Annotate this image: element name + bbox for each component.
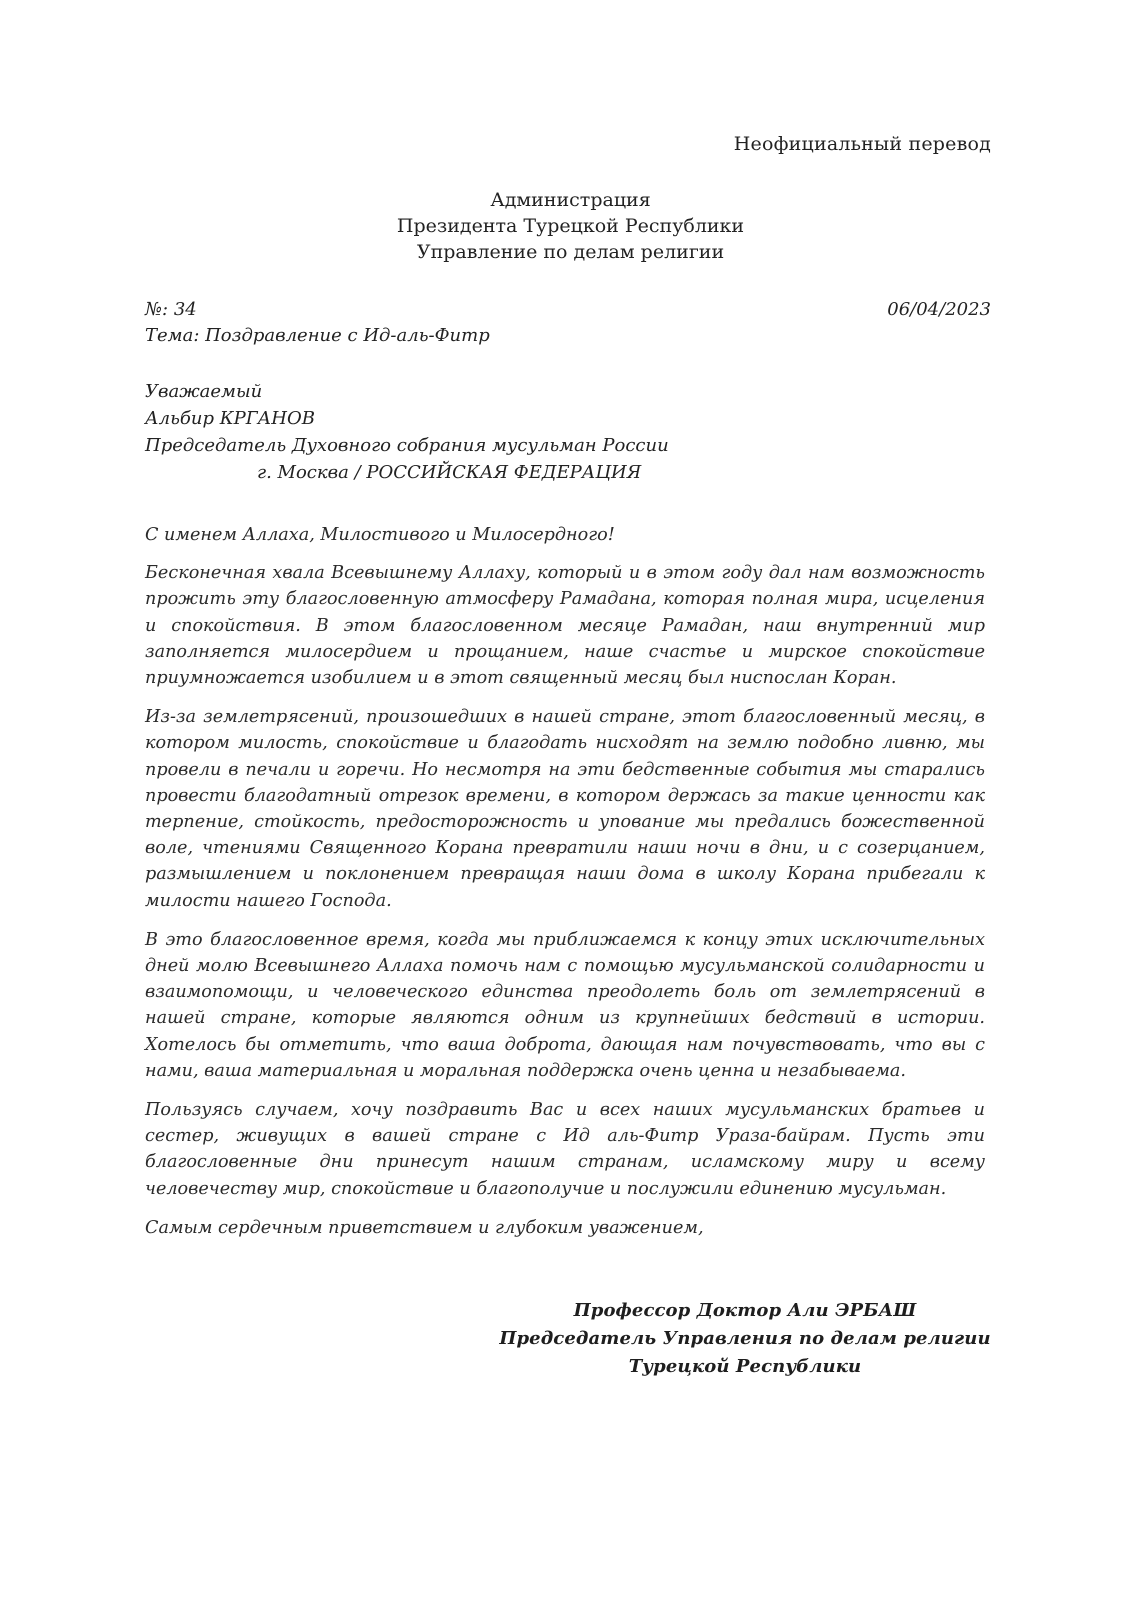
letter-subject: Тема: Поздравление с Ид-аль-Фитр: [145, 325, 490, 346]
addressee-name: Альбир КРГАНОВ: [145, 408, 315, 429]
letterhead-line-1: Администрация: [490, 189, 651, 211]
reference-number: №: 34: [145, 299, 197, 320]
salutation: Уважаемый: [145, 381, 263, 402]
signature-block: [420, 1297, 1070, 1381]
body-paragraph-4: Пользуясь случаем, хочу поздравить Вас и всех наших мусульманских братьев и сестер, живущих в вашей стране с Ид аль-Фитр Ураза-байрам. Пусть эти благословенные дни принесут нашим странам, исламскому миру и всему человечеству мир, спокойствие и благополучие и послужили единению мусульман.: [145, 1100, 985, 1199]
addressee-city: г. Москва / РОССИЙСКАЯ ФЕДЕРАЦИЯ: [257, 462, 642, 483]
addressee-block: [145, 378, 669, 486]
letterhead-line-2: Президента Турецкой Республики: [396, 215, 745, 237]
body-paragraph-3: В это благословенное время, когда мы приближаемся к концу этих исключительных дней молю Всевышнего Аллаха помочь нам с помощью мусульманской солидарности и взаимопомощи, и человеческого единства преодолеть боль от землетрясений в нашей стране, которые являются одним из крупнейших бедствий в истории. Хотелось бы отметить, что ваша доброта, дающая нам почувствовать, что вы с нами, ваша материальная и моральная поддержка очень ценна и незабываема.: [145, 929, 985, 1081]
signatory-title: Председатель Управления по делам религии: [499, 1328, 991, 1349]
opening-greeting: С именем Аллаха, Милостивого и Милосердного!: [145, 525, 615, 545]
body-paragraph-1: Бесконечная хвала Всевышнему Аллаху, который и в этом году дал нам возможность прожить эту благословенную атмосферу Рамадана, которая полная мира, исцеления и спокойствия. В этом благословенном месяце Рамадан, наш внутренний мир заполняется милосердием и прощанием, наше счастье и мирское спокойствие приумножается изобилием и в этот священный месяц был ниспослан Коран.: [145, 563, 985, 689]
signatory-country: Турецкой Республики: [628, 1356, 862, 1377]
body-paragraph-2: Из-за землетрясений, произошедших в нашей стране, этот благословенный месяц, в котором милость, спокойствие и благодать нисходят на землю подобно ливню, мы провели в печали и горечи. Но несмотря на эти бедственные события мы старались провести благодатный отрезок времени, в котором держась за такие ценности как терпение, стойкость, предосторожность и упование мы предались божественной воле, чтениями Священного Корана превратили наши ночи в дни, и с созерцанием, размышлением и поклонением превращая наши дома в школу Корана прибегали к милости нашего Господа.: [145, 707, 985, 911]
letterhead: [0, 187, 1131, 265]
letterhead-line-3: Управление по делам религии: [416, 241, 725, 263]
letter-meta: [145, 297, 490, 349]
letter-date: 06/04/2023: [887, 299, 991, 320]
signatory-name: Профессор Доктор Али ЭРБАШ: [573, 1300, 917, 1321]
closing-line: Самым сердечным приветствием и глубоким уважением,: [145, 1217, 704, 1238]
addressee-position: Председатель Духовного собрания мусульман России: [145, 435, 669, 456]
letter-body: [145, 522, 985, 1254]
unofficial-translation-note: Неофициальный перевод: [733, 133, 991, 155]
